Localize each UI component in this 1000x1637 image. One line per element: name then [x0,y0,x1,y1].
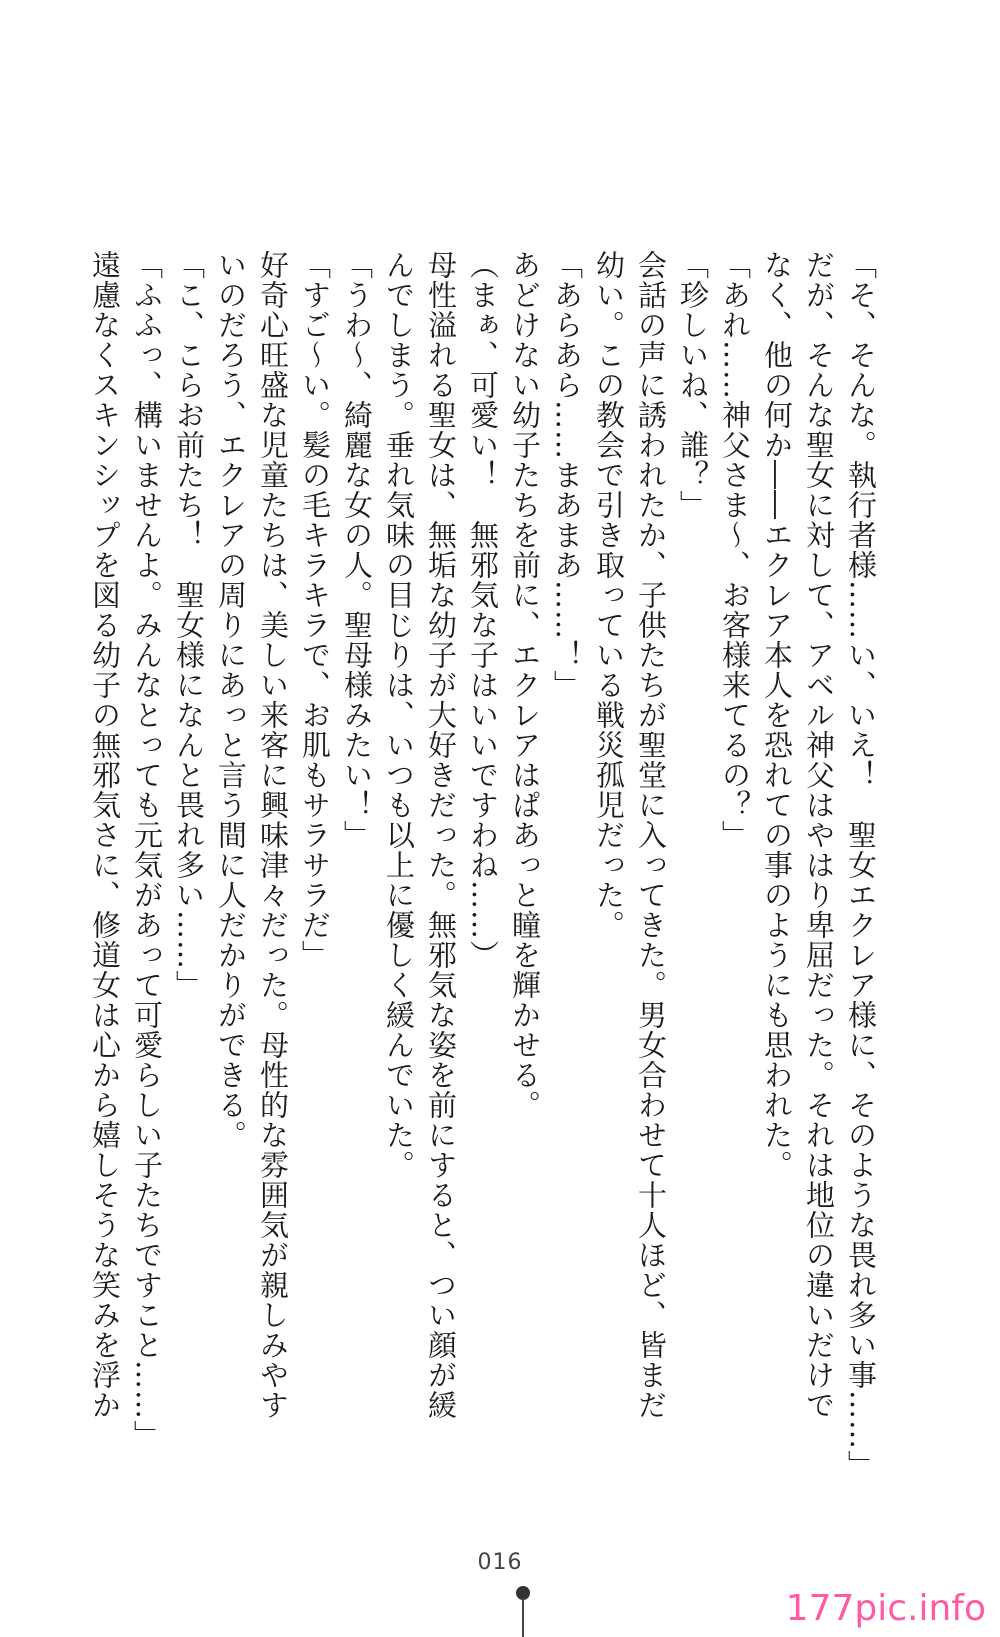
text-line: 会話の声に誘われたか、子供たちが聖堂に入ってきた。男女合わせて十人ほど、皆まだ [634,250,668,1420]
text-line: だが、そんな聖女に対して、アベル神父はやはり卑屈だった。それは地位の違いだけで [802,250,836,1420]
watermark-text: 177pic.info [785,1588,986,1629]
text-line: 幼い。この教会で引き取っている戦災孤児だった。 [592,250,626,940]
vertical-text-body [84,250,882,1480]
text-line: 「珍しいね、誰？」 [676,250,710,520]
text-line: いのだろう、エクレアの周りにあっと言う間に人だかりができる。 [214,250,248,1150]
text-line: なく、他の何か――エクレア本人を恐れての事のようにも思われた。 [760,250,794,1180]
text-line: 「うわ～、綺麗な女の人。聖母様みたい！」 [340,250,374,850]
text-line: 「あらあら……まあまあ……！」 [550,250,584,700]
text-line: 「すご～い。髪の毛キラキラで、お肌もサラサラだ」 [298,250,332,970]
text-line: 「こ、こらお前たち！ 聖女様になんと畏れ多い……」 [172,250,206,1000]
text-line: （まぁ、可愛い！ 無邪気な子はいいですわね……） [466,250,500,970]
text-line: 「あれ……神父さま～、お客様来てるの？」 [718,250,752,850]
text-line: 好奇心旺盛な児童たちは、美しい来客に興味津々だった。母性的な雰囲気が親しみやす [256,250,290,1420]
text-line: んでしまう。垂れ気味の目じりは、いつも以上に優しく緩んでいた。 [382,250,416,1180]
text-line: 「ふふっ、構いませんよ。みんなとっても元気があって可愛らしい子たちですこと……」 [130,250,164,1450]
text-line: 「そ、そんな。執行者様……い、いえ！ 聖女エクレア様に、そのような畏れ多い事……」 [844,250,878,1480]
text-line: 遠慮なくスキンシップを図る幼子の無邪気さに、修道女は心から嬉しそうな笑みを浮か [88,250,122,1420]
text-line: あどけない幼子たちを前に、エクレアはぱあっと瞳を輝かせる。 [508,250,542,1120]
page-marker-line [522,1598,524,1637]
page-number: 016 [477,1550,523,1575]
text-line: 母性溢れる聖女は、無垢な幼子が大好きだった。無邪気な姿を前にすると、つい顔が緩 [424,250,458,1420]
